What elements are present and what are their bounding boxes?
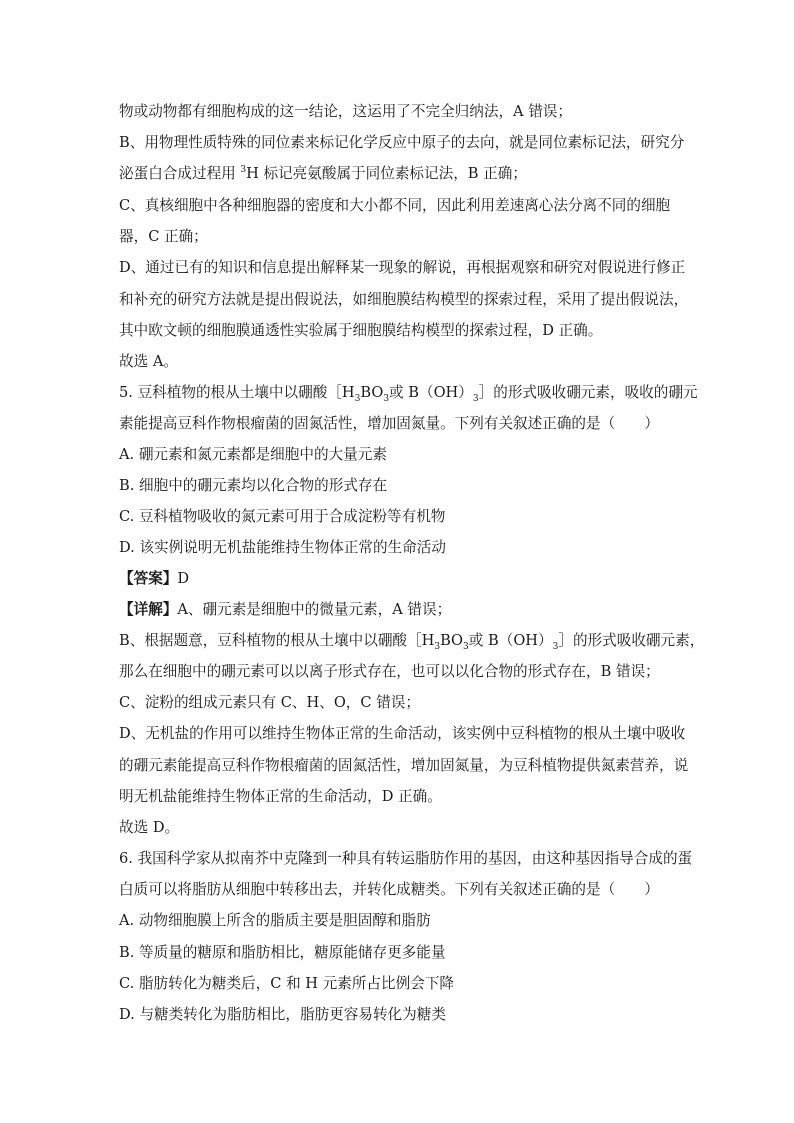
question-6-option-b: B. 等质量的糖原和脂肪相比，糖原能储存更多能量 xyxy=(119,944,446,961)
question-6-option-d: D. 与糖类转化为脂肪相比，脂肪更容易转化为糖类 xyxy=(119,1006,446,1023)
question-5-option-d: D. 该实例说明无机盐能维持生物体正常的生命活动 xyxy=(119,539,446,556)
explanation-line: 泌蛋白合成过程用 $^3$H 标记亮氨酸属于同位素标记法，B 正确； xyxy=(119,165,527,182)
answer-value: D xyxy=(177,570,190,587)
detail-label: 【详解】 xyxy=(119,601,178,618)
explanation-line: B、用物理性质特殊的同位素来标记化学反应中原子的去向，就是同位素标记法，研究分 xyxy=(119,134,685,151)
answer-label: 【答案】 xyxy=(119,570,178,587)
question-6-stem: 6. 我国科学家从拟南芥中克隆到一种具有转运脂肪作用的基因，由这种基因指导合成的蛋 xyxy=(119,850,693,867)
explanation-line: 器，C 正确； xyxy=(119,228,208,245)
explanation-line: 明无机盐能维持生物体正常的生命活动，D 正确。 xyxy=(119,788,442,805)
question-5-answer xyxy=(119,569,679,589)
question-5-option-b: B. 细胞中的硼元素均以化合物的形式存在 xyxy=(119,477,388,494)
question-5-option-c: C. 豆科植物吸收的氮元素可用于合成淀粉等有机物 xyxy=(119,508,446,525)
explanation-line: 其中欧文顿的细胞膜通透性实验属于细胞膜结构模型的探索过程，D 正确。 xyxy=(119,322,603,339)
explanation-line: D、无机盐的作用可以维持生物体正常的生命活动，该实例中豆科植物的根从土壤中吸收 xyxy=(119,725,686,742)
explanation-line: B、根据题意，豆科植物的根从土壤中以硼酸$[H_3BO_3$或 $B(OH)_3]$的形式吸收硼元素， xyxy=(119,632,705,652)
question-6-stem: 白质可以将脂肪从细胞中转移出去，并转化成糖类。下列有关叙述正确的是（ ） xyxy=(119,881,659,898)
explanation-line: 物或动物都有细胞构成的这一结论，这运用了不完全归纳法，A 错误； xyxy=(119,103,572,120)
question-6-option-c: C. 脂肪转化为糖类后，C 和 H 元素所占比例会下降 xyxy=(119,975,455,992)
question-5-option-a: A. 硼元素和氮元素都是细胞中的大量元素 xyxy=(119,446,387,463)
explanation-line: 的硼元素能提高豆科作物根瘤菌的固氮活性，增加固氮量，为豆科植物提供氮素营养，说 xyxy=(119,757,689,774)
question-5-stem: 素能提高豆科作物根瘤菌的固氮活性，增加固氮量。下列有关叙述正确的是（ ） xyxy=(119,415,659,432)
conclusion-line: 故选 D。 xyxy=(119,819,180,836)
question-6-option-a: A. 动物细胞膜上所含的脂质主要是胆固醇和脂肪 xyxy=(119,912,431,929)
question-5-stem: 5. 豆科植物的根从土壤中以硼酸$[H_3BO_3$或 $B(OH)_3]$的形式吸收硼元素，吸收的硼元 xyxy=(119,384,698,404)
explanation-line: C、淀粉的组成元素只有 C、H、O，C 错误； xyxy=(119,694,420,711)
question-5-detail: 【详解】A、硼元素是细胞中的微量元素，A 错误； xyxy=(119,601,452,618)
explanation-line: 和补充的研究方法就是提出假说法，如细胞膜结构模型的探索过程，采用了提出假说法， xyxy=(119,291,689,308)
explanation-line: 那么在细胞中的硼元素可以以离子形式存在，也可以以化合物的形式存在，B 错误； xyxy=(119,663,660,680)
explanation-line: C、真核细胞中各种细胞器的密度和大小都不同，因此利用差速离心法分离不同的细胞 xyxy=(119,197,671,214)
explanation-line: D、通过已有的知识和信息提出解释某一现象的解说，再根据观察和研究对假说进行修正 xyxy=(119,259,686,276)
conclusion-line: 故选 A。 xyxy=(119,353,178,370)
